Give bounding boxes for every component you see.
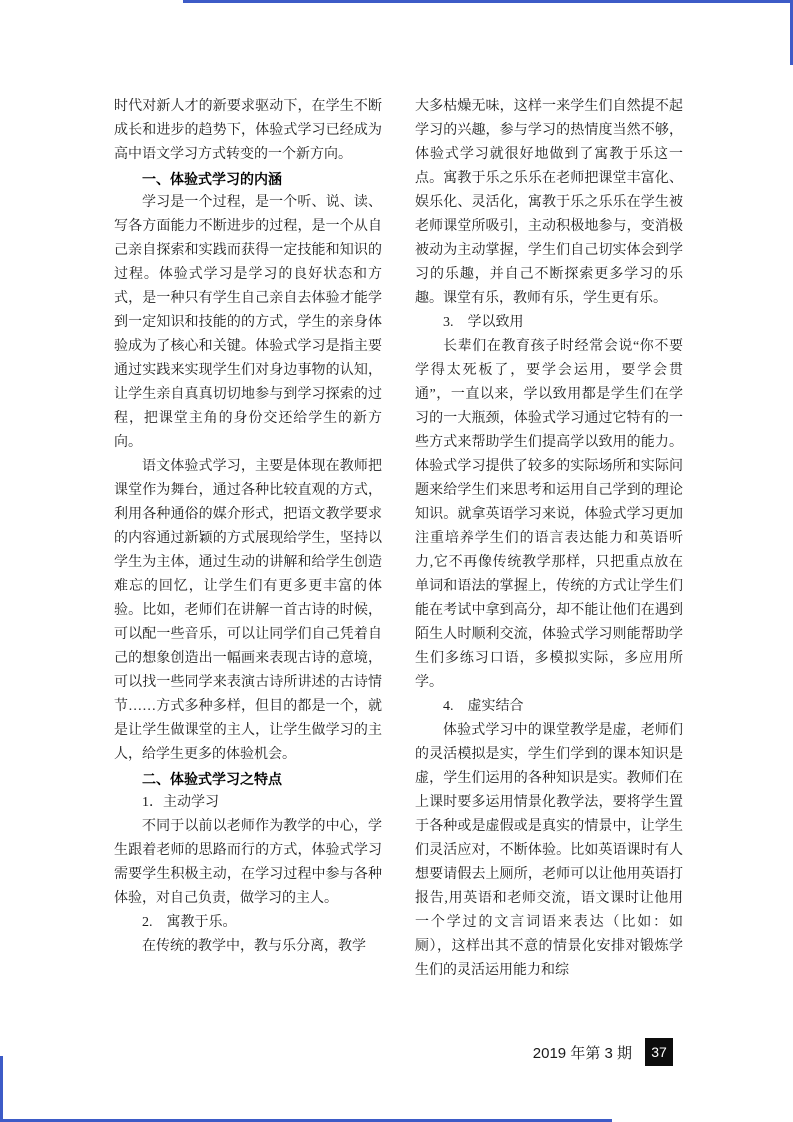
body-paragraph: 在传统的教学中，教与乐分离，教学 <box>142 939 366 954</box>
body-paragraph: 体验式学习中的课堂教学是虚，老师们的灵活模拟是实，学生们学到的课本知识是虚，学生们运用的各种知识是实。教师们在上课时要多运用情景化教学法，要将学生置于各种或是虚假或是真实的情景中，让学生们灵活应对，不断体验。比如英语课时有人想要请假去上厕所，老师可以让他用英语打报告,用英语和老师交流，语文课时让他用一个学过的文言词语来表达（比如：如厕），这样出其不意的情景化安排对锻炼学生们的灵活运用能力和综 <box>415 723 683 978</box>
subsection-label: 4. 虚实结合 <box>443 699 524 714</box>
subsection-label: 3. 学以致用 <box>443 315 524 330</box>
column-left <box>114 95 382 983</box>
section-heading: 二、体验式学习之特点 <box>142 771 282 787</box>
page-border-left <box>0 1056 3 1122</box>
article-body <box>114 95 683 983</box>
body-paragraph: 大多枯燥无味，这样一来学生们自然提不起学习的兴趣，参与学习的热情度当然不够，体验式学习就很好地做到了寓教于乐这一点。寓教于乐之乐乐在老师把课堂丰富化、娱乐化、灵活化，寓教于乐之乐乐在学生被老师课堂所吸引，主动积极地参与，变消极被动为主动掌握，学生们自己切实体会到学习的乐趣，并自己不断探索更多学习的乐趣。课堂有乐，教师有乐，学生更有乐。 <box>415 99 683 306</box>
body-paragraph: 学习是一个过程，是一个听、说、读、写各方面能力不断进步的过程，是一个从自己亲自探索和实践而获得一定技能和知识的过程。体验式学习是学习的良好状态和方式，是一种只有学生自己亲自去体验才能学到一定知识和技能的的方式，学生的亲身体验成为了核心和关键。体验式学习是指主要通过实践来实现学生们对身边事物的认知，让学生亲自真真切切地参与到学习探索的过程，把课堂主角的身份交还给学生的新方向。 <box>114 195 382 450</box>
page-footer <box>533 1038 673 1066</box>
body-paragraph: 语文体验式学习，主要是体现在教师把课堂作为舞台，通过各种比较直观的方式，利用各种通俗的媒介形式，把语文教学要求的内容通过新颖的方式展现给学生，坚持以学生为主体，通过生动的讲解和给学生创造难忘的回忆，让学生们有更多更丰富的体验。比如，老师们在讲解一首古诗的时候，可以配一些音乐，可以让同学们自己凭着自己的想象创造出一幅画来表现古诗的意境，可以找一些同学来表演古诗所讲述的古诗情节……方式多种多样，但目的都是一个，就是让学生做课堂的主人，让学生做学习的主人，给学生更多的体验机会。 <box>114 459 382 762</box>
section-heading: 一、体验式学习的内涵 <box>142 171 282 187</box>
subsection-label: 2. 寓教于乐。 <box>142 915 237 930</box>
column-right <box>415 95 683 983</box>
subsection-label: 1．主动学习 <box>142 795 219 810</box>
page-border-top <box>183 0 793 3</box>
issue-label: 2019 年第 3 期 <box>532 1044 632 1062</box>
body-paragraph: 不同于以前以老师作为教学的中心，学生跟着老师的思路而行的方式，体验式学习需要学生积极主动，在学习过程中参与各种体验，对自己负责，做学习的主人。 <box>114 819 382 906</box>
body-paragraph: 时代对新人才的新要求驱动下，在学生不断成长和进步的趋势下，体验式学习已经成为高中语文学习方式转变的一个新方向。 <box>114 99 382 162</box>
body-paragraph: 长辈们在教育孩子时经常会说“你不要学得太死板了，要学会运用，要学会贯通”，一直以来，学以致用都是学生们在学习的一大瓶颈，体验式学习通过它特有的一些方式来帮助学生们提高学以致用的能力。体验式学习提供了较多的实际场所和实际问题来给学生们来思考和运用自己学到的理论知识。就拿英语学习来说，体验式学习更加注重培养学生们的语言表达能力和英语听力,它不再像传统教学那样，只把重点放在单词和语法的掌握上，传统的方式让学生们能在考试中拿到高分，却不能让他们在遇到陌生人时顺利交流，体验式学习则能帮助学生们多练习口语，多模拟实际，多应用所学。 <box>415 339 683 690</box>
page-number-badge: 37 <box>645 1038 673 1066</box>
